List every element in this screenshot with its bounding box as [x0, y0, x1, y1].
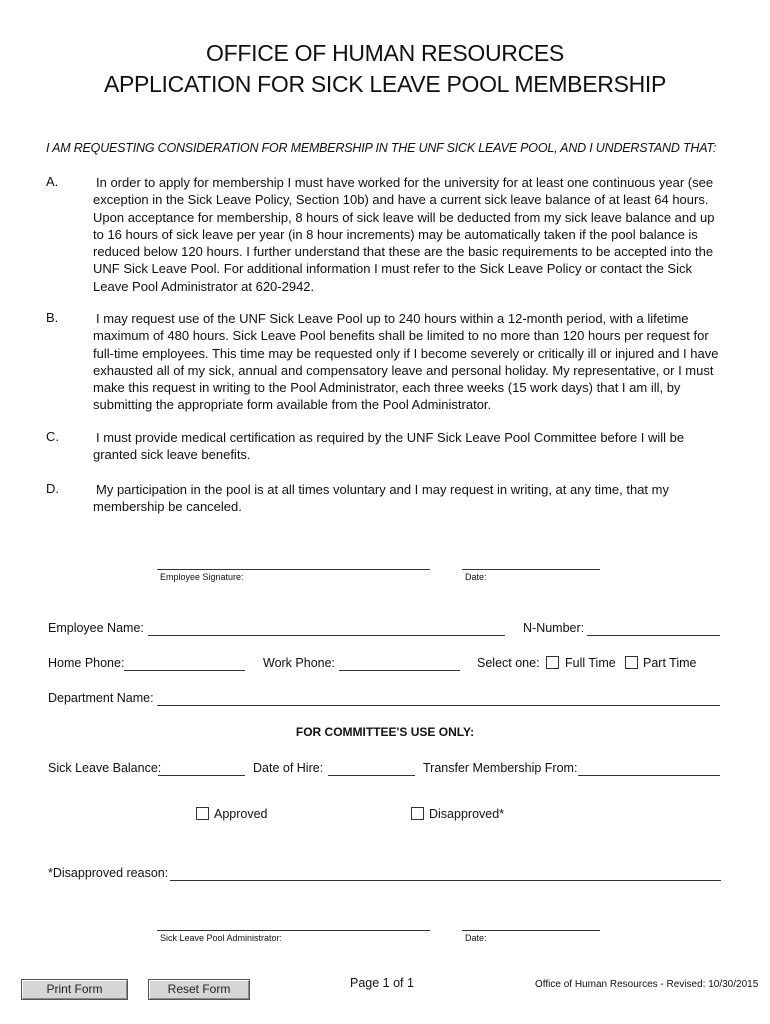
- full-time-label: Full Time: [565, 656, 616, 670]
- disapproved-reason-label: *Disapproved reason:: [48, 866, 169, 880]
- select-one-label: Select one:: [477, 656, 540, 670]
- home-phone-input[interactable]: [124, 670, 245, 671]
- reset-form-button[interactable]: Reset Form: [148, 979, 250, 1000]
- employee-signature-label: Employee Signature:: [160, 572, 244, 582]
- disapproved-checkbox[interactable]: [411, 807, 424, 820]
- employee-name-input[interactable]: [148, 635, 505, 636]
- sick-leave-balance-label: Sick Leave Balance:: [48, 761, 162, 775]
- approved-label: Approved: [214, 807, 268, 821]
- date-of-hire-input[interactable]: [328, 775, 415, 776]
- administrator-signature-label: Sick Leave Pool Administrator:: [160, 933, 283, 943]
- item-d-text: My participation in the pool is at all times voluntary and I may request in writing, at any time, that my membership be canceled.: [93, 482, 669, 515]
- item-b-letter: B.: [46, 310, 59, 325]
- administrator-signature-field[interactable]: [157, 930, 430, 931]
- department-name-input[interactable]: [157, 705, 720, 706]
- item-b-text: I may request use of the UNF Sick Leave Pool up to 240 hours within a 12-month period, with a lifetime maximum of 480 hours. Sick Leave Pool benefits shall be limited to no more than 120 hours per request for full-time employees. This time may be requested only if I become severely or critically ill or injured and I have exhausted all of my sick, annual and compensatory leave and personal holiday. My representative, or I must make this request in writing to the Pool Administrator, each three weeks (15 work days) that I am ill, by submitting the appropriate form available from the Pool Administrator.: [93, 311, 719, 413]
- revision-note: Office of Human Resources - Revised: 10/30/2015: [535, 979, 759, 990]
- page-title-line1: OFFICE OF HUMAN RESOURCES: [206, 40, 564, 66]
- employee-name-label: Employee Name:: [48, 621, 144, 635]
- print-form-button[interactable]: Print Form: [21, 979, 128, 1000]
- approved-checkbox[interactable]: [196, 807, 209, 820]
- administrator-date-field[interactable]: [462, 930, 600, 931]
- transfer-membership-input[interactable]: [578, 775, 720, 776]
- work-phone-label: Work Phone:: [263, 656, 336, 670]
- employee-signature-field[interactable]: [157, 569, 430, 570]
- item-a-text: In order to apply for membership I must have worked for the university for at least one continuous year (see exception in the Sick Leave Policy, Section 10b) and have a current sick leave balance of at least 64 hours. Upon acceptance for membership, 8 hours of sick leave will be deducted from my sick leave balance and up to 16 hours of sick leave per year (in 8 hour increments) may be automatically taken if the pool balance is reduced below 120 hours. I further understand that these are the basic requirements to be accepted into the UNF Sick Leave Pool. For additional information I must refer to the Sick Leave Policy or contact the Sick Leave Pool Administrator at 620-2942.: [93, 175, 715, 294]
- page-title-line2: APPLICATION FOR SICK LEAVE POOL MEMBERSHIP: [103, 71, 667, 97]
- work-phone-input[interactable]: [339, 670, 460, 671]
- item-c-text: I must provide medical certification as required by the UNF Sick Leave Pool Committee before I will be granted sick leave benefits.: [93, 430, 685, 463]
- item-a-letter: A.: [46, 174, 59, 189]
- part-time-label: Part Time: [643, 656, 697, 670]
- disapproved-reason-input[interactable]: [170, 880, 721, 881]
- intro-statement: I AM REQUESTING CONSIDERATION FOR MEMBERSHIP IN THE UNF SICK LEAVE POOL, AND I UNDERSTAND THAT:: [46, 141, 717, 155]
- item-d-letter: D.: [46, 481, 59, 496]
- home-phone-label: Home Phone:: [48, 656, 125, 670]
- n-number-input[interactable]: [587, 635, 720, 636]
- transfer-membership-label: Transfer Membership From:: [423, 761, 578, 775]
- item-c-letter: C.: [46, 429, 59, 444]
- full-time-checkbox[interactable]: [546, 656, 559, 669]
- sick-leave-balance-input[interactable]: [158, 775, 245, 776]
- n-number-label: N-Number:: [523, 621, 585, 635]
- disapproved-label: Disapproved*: [429, 807, 505, 821]
- signature-date-label: Date:: [465, 572, 487, 582]
- part-time-checkbox[interactable]: [625, 656, 638, 669]
- page-number: Page 1 of 1: [350, 976, 414, 990]
- signature-date-field[interactable]: [462, 569, 600, 570]
- department-name-label: Department Name:: [48, 691, 154, 705]
- administrator-date-label: Date:: [465, 933, 487, 943]
- date-of-hire-label: Date of Hire:: [253, 761, 324, 775]
- committee-heading: FOR COMMITTEE'S USE ONLY:: [295, 725, 475, 739]
